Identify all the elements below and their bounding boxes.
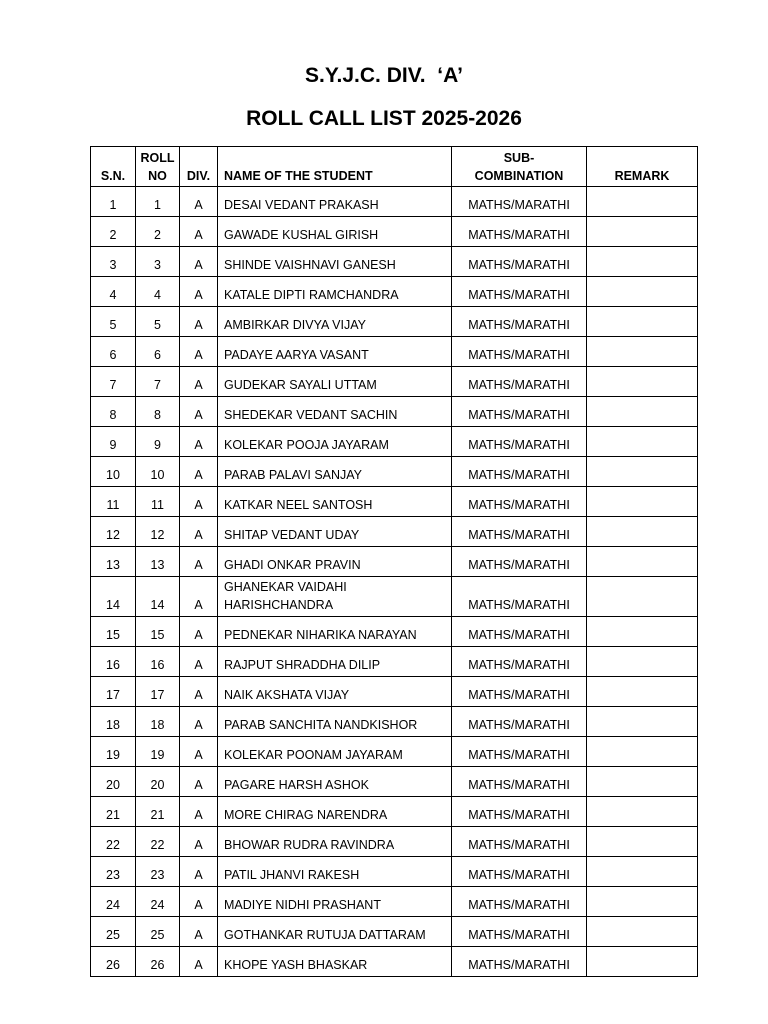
- cell-remark: [587, 457, 698, 487]
- cell-roll-no: 22: [136, 827, 180, 857]
- roll-call-table: [90, 146, 698, 977]
- cell-div: A: [180, 827, 218, 857]
- cell-roll-no: 16: [136, 647, 180, 677]
- cell-student-name: PARAB PALAVI SANJAY: [218, 457, 452, 487]
- cell-sub-combination: MATHS/MARATHI: [452, 857, 587, 887]
- cell-div: A: [180, 677, 218, 707]
- cell-student-name: RAJPUT SHRADDHA DILIP: [218, 647, 452, 677]
- cell-student-name: PADAYE AARYA VASANT: [218, 337, 452, 367]
- cell-sn: 2: [91, 217, 136, 247]
- cell-student-name: DESAI VEDANT PRAKASH: [218, 187, 452, 217]
- cell-remark: [587, 517, 698, 547]
- cell-student-name: PATIL JHANVI RAKESH: [218, 857, 452, 887]
- cell-div: A: [180, 247, 218, 277]
- cell-student-name: KHOPE YASH BHASKAR: [218, 947, 452, 977]
- header-row: [91, 147, 698, 187]
- cell-student-name: PEDNEKAR NIHARIKA NARAYAN: [218, 617, 452, 647]
- cell-sub-combination: MATHS/MARATHI: [452, 217, 587, 247]
- cell-student-name: SHEDEKAR VEDANT SACHIN: [218, 397, 452, 427]
- cell-roll-no: 6: [136, 337, 180, 367]
- cell-sub-combination: MATHS/MARATHI: [452, 737, 587, 767]
- cell-div: A: [180, 427, 218, 457]
- cell-roll-no: 11: [136, 487, 180, 517]
- cell-remark: [587, 337, 698, 367]
- table-row: [91, 647, 698, 677]
- header-div: DIV.: [180, 147, 218, 187]
- header-roll-no-line2: NO: [148, 169, 167, 183]
- cell-sn: 25: [91, 917, 136, 947]
- cell-div: A: [180, 767, 218, 797]
- cell-student-name-line1: GHANEKAR VAIDAHI: [224, 580, 347, 594]
- cell-remark: [587, 797, 698, 827]
- cell-roll-no: 18: [136, 707, 180, 737]
- cell-sub-combination: MATHS/MARATHI: [452, 277, 587, 307]
- cell-remark: [587, 887, 698, 917]
- cell-student-name: KATALE DIPTI RAMCHANDRA: [218, 277, 452, 307]
- cell-sn: 20: [91, 767, 136, 797]
- cell-sub-combination: MATHS/MARATHI: [452, 917, 587, 947]
- cell-sub-combination: MATHS/MARATHI: [452, 827, 587, 857]
- cell-div: A: [180, 367, 218, 397]
- cell-student-name: SHINDE VAISHNAVI GANESH: [218, 247, 452, 277]
- cell-student-name: KOLEKAR POONAM JAYARAM: [218, 737, 452, 767]
- cell-sn: 18: [91, 707, 136, 737]
- cell-sn: 26: [91, 947, 136, 977]
- cell-div: A: [180, 397, 218, 427]
- cell-sn: 9: [91, 427, 136, 457]
- cell-div: A: [180, 277, 218, 307]
- cell-div: A: [180, 337, 218, 367]
- cell-roll-no: 9: [136, 427, 180, 457]
- cell-sn: 15: [91, 617, 136, 647]
- table-row: [91, 487, 698, 517]
- cell-sn: 14: [91, 577, 136, 617]
- header-sub-combination-line1: SUB-: [503, 151, 535, 165]
- cell-remark: [587, 707, 698, 737]
- cell-div: A: [180, 517, 218, 547]
- header-roll-no-line1: ROLL: [140, 151, 175, 165]
- cell-roll-no: 15: [136, 617, 180, 647]
- cell-remark: [587, 307, 698, 337]
- cell-remark: [587, 187, 698, 217]
- table-row: [91, 947, 698, 977]
- cell-sub-combination: MATHS/MARATHI: [452, 767, 587, 797]
- cell-sub-combination: MATHS/MARATHI: [452, 517, 587, 547]
- cell-div: A: [180, 577, 218, 617]
- cell-remark: [587, 427, 698, 457]
- cell-div: A: [180, 797, 218, 827]
- cell-div: A: [180, 647, 218, 677]
- cell-remark: [587, 827, 698, 857]
- cell-sn: 5: [91, 307, 136, 337]
- cell-div: A: [180, 307, 218, 337]
- table-row: [91, 457, 698, 487]
- cell-roll-no: 25: [136, 917, 180, 947]
- cell-sub-combination: MATHS/MARATHI: [452, 577, 587, 617]
- cell-sub-combination: MATHS/MARATHI: [452, 797, 587, 827]
- cell-roll-no: 21: [136, 797, 180, 827]
- cell-sub-combination: MATHS/MARATHI: [452, 487, 587, 517]
- cell-remark: [587, 397, 698, 427]
- page-title-division: S.Y.J.C. DIV. ‘A’: [305, 64, 463, 87]
- cell-remark: [587, 217, 698, 247]
- cell-sub-combination: MATHS/MARATHI: [452, 947, 587, 977]
- cell-sub-combination: MATHS/MARATHI: [452, 677, 587, 707]
- table-row: [91, 337, 698, 367]
- cell-remark: [587, 577, 698, 617]
- cell-div: A: [180, 187, 218, 217]
- cell-student-name-line2: HARISHCHANDRA: [224, 598, 334, 612]
- cell-sub-combination: MATHS/MARATHI: [452, 397, 587, 427]
- cell-student-name: PAGARE HARSH ASHOK: [218, 767, 452, 797]
- cell-sn: 11: [91, 487, 136, 517]
- cell-remark: [587, 617, 698, 647]
- table-row: [91, 797, 698, 827]
- table-header: [91, 147, 698, 187]
- cell-sn: 16: [91, 647, 136, 677]
- cell-remark: [587, 277, 698, 307]
- table-row: [91, 217, 698, 247]
- cell-student-name: GAWADE KUSHAL GIRISH: [218, 217, 452, 247]
- cell-sub-combination: MATHS/MARATHI: [452, 547, 587, 577]
- cell-remark: [587, 487, 698, 517]
- cell-remark: [587, 647, 698, 677]
- table-row: [91, 397, 698, 427]
- cell-roll-no: 14: [136, 577, 180, 617]
- table-row: [91, 707, 698, 737]
- cell-sub-combination: MATHS/MARATHI: [452, 707, 587, 737]
- table-row: [91, 367, 698, 397]
- header-sub-combination: [452, 147, 587, 187]
- cell-div: A: [180, 917, 218, 947]
- cell-sn: 23: [91, 857, 136, 887]
- cell-sn: 19: [91, 737, 136, 767]
- cell-div: A: [180, 217, 218, 247]
- cell-student-name: [218, 577, 452, 617]
- cell-sub-combination: MATHS/MARATHI: [452, 617, 587, 647]
- table-row: [91, 307, 698, 337]
- cell-roll-no: 8: [136, 397, 180, 427]
- cell-sn: 1: [91, 187, 136, 217]
- cell-roll-no: 23: [136, 857, 180, 887]
- header-roll-no: [136, 147, 180, 187]
- cell-remark: [587, 367, 698, 397]
- cell-sub-combination: MATHS/MARATHI: [452, 647, 587, 677]
- cell-roll-no: 7: [136, 367, 180, 397]
- cell-sn: 13: [91, 547, 136, 577]
- cell-sn: 8: [91, 397, 136, 427]
- cell-remark: [587, 917, 698, 947]
- cell-div: A: [180, 737, 218, 767]
- table-row: [91, 187, 698, 217]
- cell-remark: [587, 737, 698, 767]
- cell-student-name: NAIK AKSHATA VIJAY: [218, 677, 452, 707]
- table-row: [91, 277, 698, 307]
- table-row: [91, 247, 698, 277]
- cell-div: A: [180, 457, 218, 487]
- cell-sn: 6: [91, 337, 136, 367]
- cell-div: A: [180, 947, 218, 977]
- cell-sub-combination: MATHS/MARATHI: [452, 337, 587, 367]
- cell-student-name: SHITAP VEDANT UDAY: [218, 517, 452, 547]
- cell-roll-no: 1: [136, 187, 180, 217]
- table-row: [91, 917, 698, 947]
- table-body: [91, 187, 698, 977]
- page-title-roll-call: ROLL CALL LIST 2025-2026: [246, 107, 522, 130]
- header-sn: S.N.: [91, 147, 136, 187]
- cell-roll-no: 12: [136, 517, 180, 547]
- cell-sub-combination: MATHS/MARATHI: [452, 427, 587, 457]
- cell-div: A: [180, 617, 218, 647]
- table-row: [91, 677, 698, 707]
- cell-student-name: GHADI ONKAR PRAVIN: [218, 547, 452, 577]
- cell-sn: 24: [91, 887, 136, 917]
- cell-roll-no: 2: [136, 217, 180, 247]
- table-row: [91, 767, 698, 797]
- cell-roll-no: 26: [136, 947, 180, 977]
- cell-student-name: BHOWAR RUDRA RAVINDRA: [218, 827, 452, 857]
- cell-div: A: [180, 487, 218, 517]
- cell-sn: 22: [91, 827, 136, 857]
- cell-sn: 21: [91, 797, 136, 827]
- cell-sub-combination: MATHS/MARATHI: [452, 367, 587, 397]
- cell-sn: 10: [91, 457, 136, 487]
- cell-student-name: PARAB SANCHITA NANDKISHOR: [218, 707, 452, 737]
- cell-roll-no: 19: [136, 737, 180, 767]
- header-remark: REMARK: [587, 147, 698, 187]
- cell-student-name: MADIYE NIDHI PRASHANT: [218, 887, 452, 917]
- cell-remark: [587, 857, 698, 887]
- cell-remark: [587, 677, 698, 707]
- cell-student-name: GOTHANKAR RUTUJA DATTARAM: [218, 917, 452, 947]
- cell-sub-combination: MATHS/MARATHI: [452, 457, 587, 487]
- cell-sn: 4: [91, 277, 136, 307]
- cell-student-name: KATKAR NEEL SANTOSH: [218, 487, 452, 517]
- table-row: [91, 547, 698, 577]
- cell-div: A: [180, 887, 218, 917]
- cell-div: A: [180, 707, 218, 737]
- table-row: [91, 737, 698, 767]
- cell-sn: 17: [91, 677, 136, 707]
- cell-roll-no: 20: [136, 767, 180, 797]
- header-student-name: NAME OF THE STUDENT: [218, 147, 452, 187]
- cell-sub-combination: MATHS/MARATHI: [452, 187, 587, 217]
- cell-sub-combination: MATHS/MARATHI: [452, 887, 587, 917]
- table-row: [91, 887, 698, 917]
- header-sub-combination-line2: COMBINATION: [474, 169, 564, 183]
- cell-remark: [587, 247, 698, 277]
- cell-student-name: KOLEKAR POOJA JAYARAM: [218, 427, 452, 457]
- cell-sn: 7: [91, 367, 136, 397]
- cell-roll-no: 13: [136, 547, 180, 577]
- cell-sub-combination: MATHS/MARATHI: [452, 307, 587, 337]
- table-row: [91, 577, 698, 617]
- cell-roll-no: 17: [136, 677, 180, 707]
- cell-student-name: AMBIRKAR DIVYA VIJAY: [218, 307, 452, 337]
- table-row: [91, 617, 698, 647]
- cell-roll-no: 24: [136, 887, 180, 917]
- cell-div: A: [180, 547, 218, 577]
- table-row: [91, 517, 698, 547]
- cell-student-name: GUDEKAR SAYALI UTTAM: [218, 367, 452, 397]
- cell-remark: [587, 547, 698, 577]
- cell-div: A: [180, 857, 218, 887]
- table-row: [91, 857, 698, 887]
- table-row: [91, 827, 698, 857]
- cell-roll-no: 10: [136, 457, 180, 487]
- cell-student-name: MORE CHIRAG NARENDRA: [218, 797, 452, 827]
- cell-sn: 3: [91, 247, 136, 277]
- cell-remark: [587, 767, 698, 797]
- table-row: [91, 427, 698, 457]
- cell-roll-no: 5: [136, 307, 180, 337]
- cell-sub-combination: MATHS/MARATHI: [452, 247, 587, 277]
- cell-remark: [587, 947, 698, 977]
- cell-roll-no: 4: [136, 277, 180, 307]
- cell-sn: 12: [91, 517, 136, 547]
- cell-roll-no: 3: [136, 247, 180, 277]
